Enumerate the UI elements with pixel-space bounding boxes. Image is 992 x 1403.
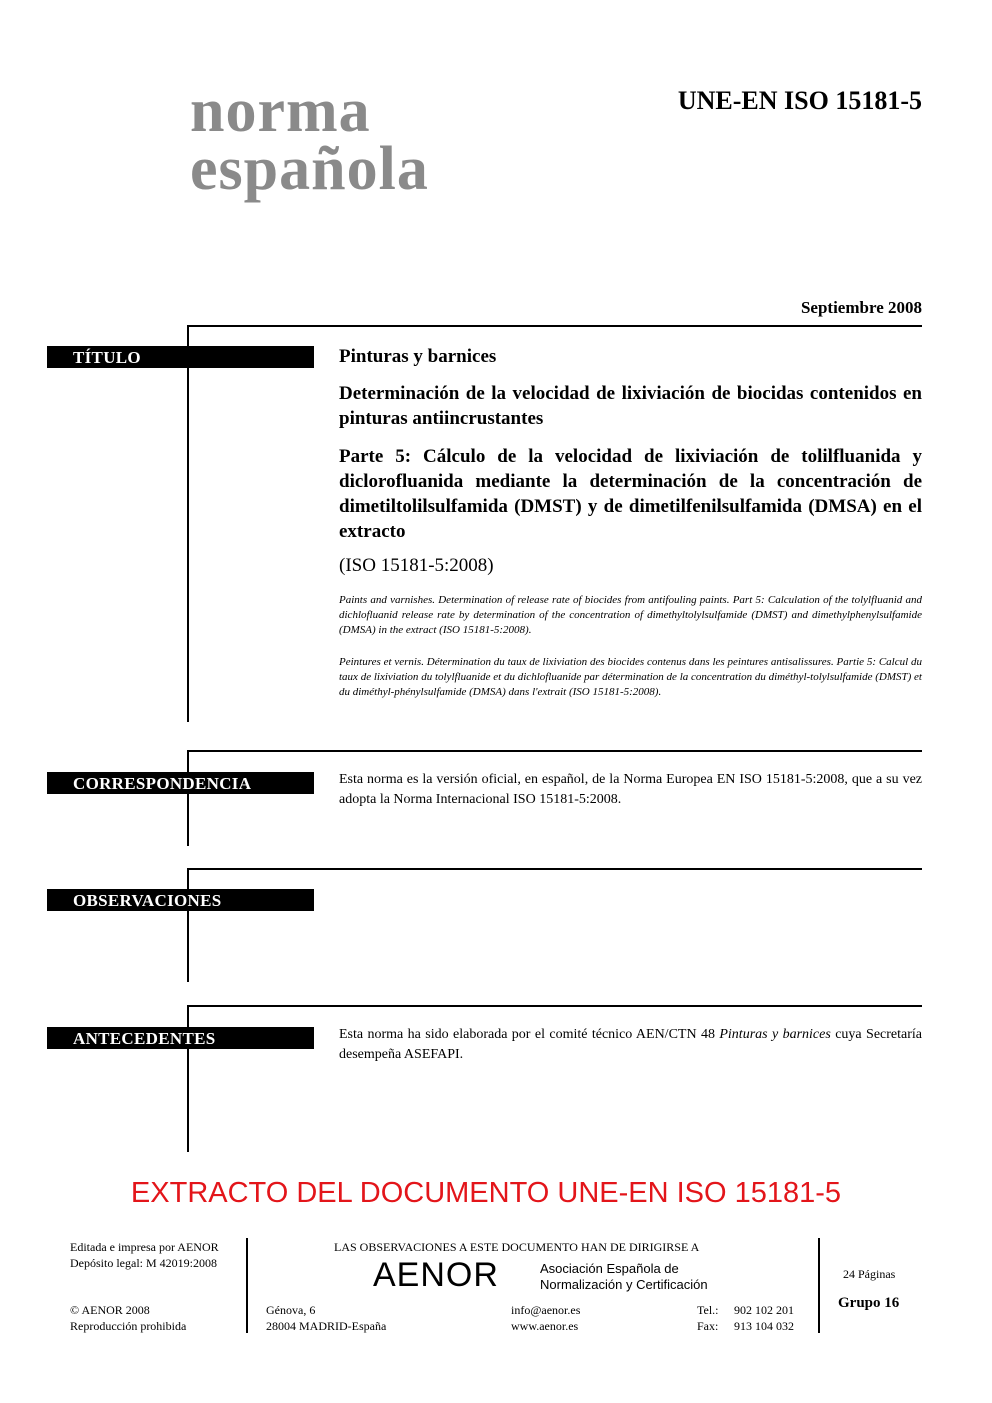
label-titulo: TÍTULO <box>47 346 314 368</box>
antecedentes-text <box>339 1025 922 1065</box>
footer-website[interactable]: www.aenor.es <box>511 1319 579 1333</box>
english-title: Paints and varnishes. Determination of release rate of biocides from antifouling paints. Part 5: Calculation of the tolylfluanid and dichlofluanid release rate by determination of the concentration of dimethyltolylsulfamide (DMST) and dimethylphenylsulfamide (DMSA) in the extract (ISO 15181-5:2008). <box>339 594 922 636</box>
french-title: Peintures et vernis. Détermination du taux de lixiviation des biocides contenus dans les peintures antisalissures. Partie 5: Calcul du taux de lixiviation du tolylfluanide et du dichlofluanide par détermination de la concentration du diméthyl-tolylsulfamide (DMST) et du diméthyl-phénylsulfamide (DMSA) dans l'extrait (ISO 15181-5:2008). <box>339 656 922 698</box>
title-line-2: Determinación de la velocidad de lixiviación de biocidas contenidos en pinturas antiincrustantes <box>339 383 922 429</box>
footer-copyright: © AENOR 2008 <box>70 1303 150 1317</box>
aenor-sub-line-2: Normalización y Certificación <box>540 1277 708 1292</box>
document-number: UNE-EN ISO 15181-5 <box>677 86 922 115</box>
divider-titulo <box>187 325 922 327</box>
footer-reproduction: Reproducción prohibida <box>70 1319 187 1333</box>
aenor-logo-subtitle <box>540 1261 708 1293</box>
title-line-3: Parte 5: Cálculo de la velocidad de lixiviación de tolilfluanida y diclorofluanida mediante la determinación de la concentración de dimetiltolilsulfamida (DMST) y de dimetilfenilsulfamida (DMSA) en el extracto <box>339 446 922 542</box>
footer-edited: Editada e impresa por AENOR <box>70 1240 219 1254</box>
committee-name: Pinturas y barnices <box>719 1027 831 1042</box>
footer-divider-right <box>818 1238 820 1333</box>
label-antecedentes: ANTECEDENTES <box>47 1027 314 1049</box>
footer-fax-label: Fax: <box>697 1319 719 1333</box>
divider-observaciones <box>187 868 922 870</box>
brand-title <box>190 77 429 203</box>
footer-email[interactable]: info@aenor.es <box>511 1303 581 1317</box>
divider-correspondencia <box>187 750 922 752</box>
aenor-logo: AENOR <box>373 1256 499 1294</box>
vertical-rule-titulo <box>187 325 189 722</box>
vertical-rule-correspondencia <box>187 750 189 846</box>
brand-line-1: norma <box>190 77 371 145</box>
title-line-1: Pinturas y barnices <box>339 346 497 367</box>
footer-fax: 913 104 032 <box>734 1319 794 1333</box>
footer-divider-left <box>246 1238 248 1333</box>
footer-address-2: 28004 MADRID-España <box>266 1319 387 1333</box>
label-observaciones: OBSERVACIONES <box>47 889 314 911</box>
footer-pages: 24 Páginas <box>843 1267 896 1281</box>
divider-antecedentes <box>187 1005 922 1007</box>
antecedentes-text-start: Esta norma ha sido elaborada por el comité técnico AEN/CTN 48 <box>339 1027 720 1042</box>
label-correspondencia: CORRESPONDENCIA <box>47 772 314 794</box>
aenor-sub-line-1: Asociación Española de <box>540 1261 679 1276</box>
footer-observations-notice: LAS OBSERVACIONES A ESTE DOCUMENTO HAN DE DIRIGIRSE A <box>334 1240 700 1254</box>
footer-address-1: Génova, 6 <box>266 1303 316 1317</box>
brand-line-2: española <box>190 135 429 203</box>
footer-deposit: Depósito legal: M 42019:2008 <box>70 1256 217 1270</box>
antecedentes-text-end: cuya Secretaría desempeña ASEFAPI. <box>339 1027 922 1062</box>
footer-tel-label: Tel.: <box>697 1303 719 1317</box>
extract-banner: EXTRACTO DEL DOCUMENTO UNE-EN ISO 15181-5 <box>130 1177 842 1209</box>
footer-group: Grupo 16 <box>838 1295 900 1311</box>
vertical-rule-observaciones <box>187 868 189 982</box>
footer-tel: 902 102 201 <box>734 1303 794 1317</box>
correspondencia-text: Esta norma es la versión oficial, en español, de la Norma Europea EN ISO 15181-5:2008, que a su vez adopta la Norma Internacional ISO 15181-5:2008. <box>339 772 922 807</box>
iso-reference: (ISO 15181-5:2008) <box>339 555 494 576</box>
publication-date: Septiembre 2008 <box>800 298 922 317</box>
